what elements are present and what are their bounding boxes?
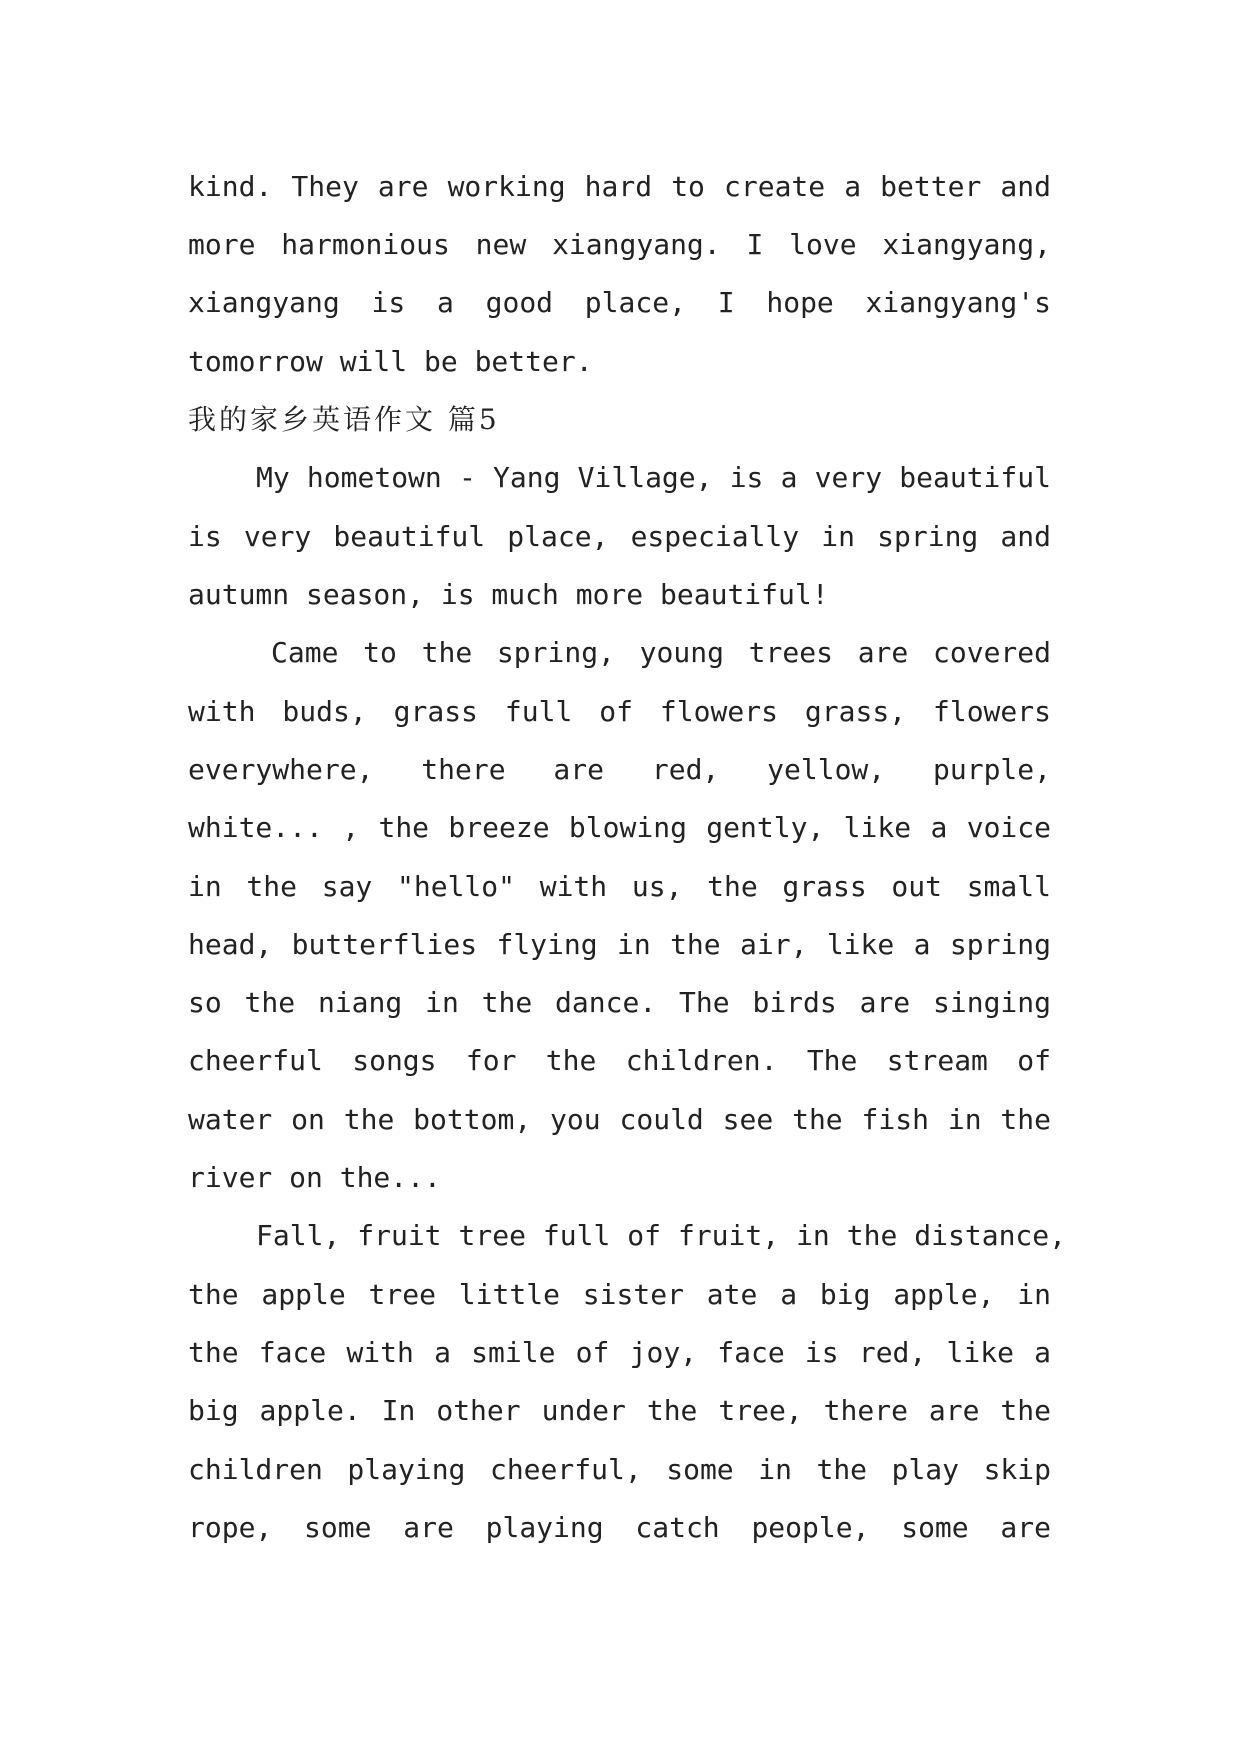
text-line: tomorrow will be better. [188, 345, 593, 378]
text-line: Came to the spring, young trees are covered [271, 636, 1051, 669]
section-heading: 我的家乡英语作文 篇5 [188, 403, 500, 436]
text-line: in the say "hello" with us, the grass out small [188, 870, 1051, 903]
text-line: more harmonious new xiangyang. I love xiangyang, [188, 228, 1051, 261]
text-line: rope, some are playing catch people, some are [188, 1511, 1051, 1544]
text-line: river on the... [188, 1161, 441, 1194]
text-line: children playing cheerful, some in the play skip [188, 1453, 1051, 1486]
text-line: autumn season, is much more beautiful! [188, 578, 829, 611]
text-line: Fall, fruit tree full of fruit, in the distance, [256, 1219, 1066, 1252]
text-line: everywhere, there are red, yellow, purple, [188, 753, 1051, 786]
text-line: xiangyang is a good place, I hope xiangyang's [188, 286, 1051, 319]
text-line: big apple. In other under the tree, there are the [188, 1394, 1051, 1427]
text-line: My hometown - Yang Village, is a very beautiful [256, 461, 1051, 494]
text-line: water on the bottom, you could see the fish in the [188, 1103, 1051, 1136]
text-line: kind. They are working hard to create a better and [188, 170, 1051, 203]
text-line: head, butterflies flying in the air, like a spring [188, 928, 1051, 961]
text-line: the apple tree little sister ate a big apple, in [188, 1278, 1051, 1311]
text-line: cheerful songs for the children. The stream of [188, 1044, 1051, 1077]
text-line: is very beautiful place, especially in spring and [188, 520, 1051, 553]
text-line: white... , the breeze blowing gently, like a voice [188, 811, 1051, 844]
text-line: the face with a smile of joy, face is red, like a [188, 1336, 1051, 1369]
text-line: so the niang in the dance. The birds are singing [188, 986, 1051, 1019]
text-line: with buds, grass full of flowers grass, flowers [188, 695, 1051, 728]
